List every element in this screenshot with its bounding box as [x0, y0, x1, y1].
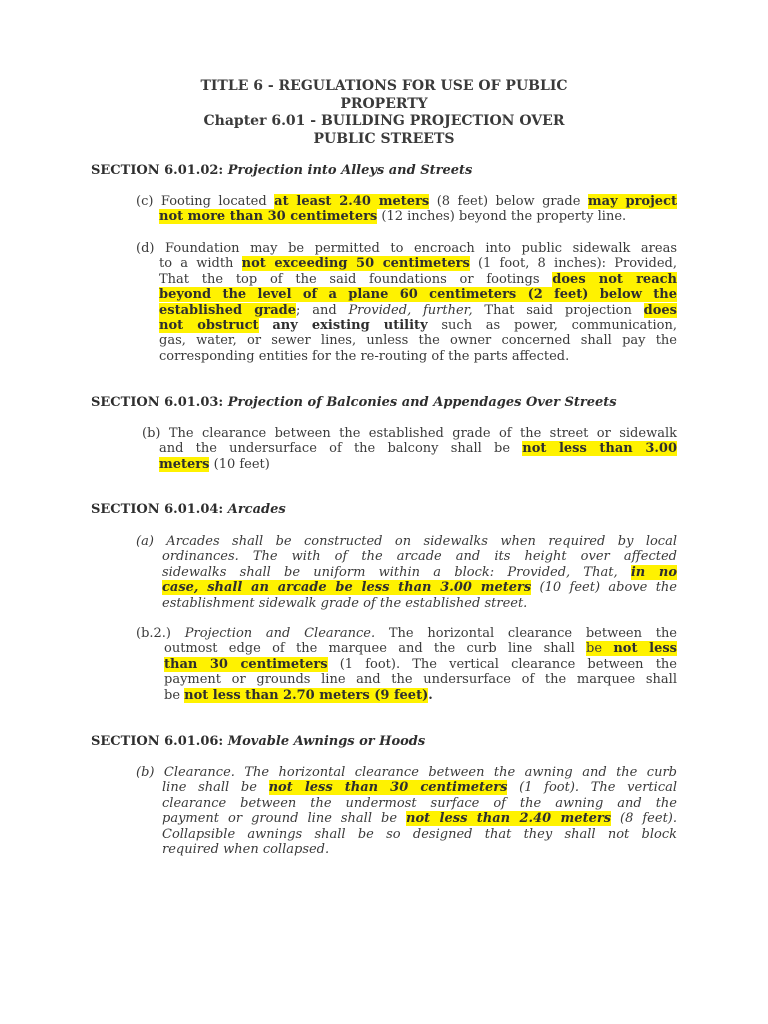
highlight: established grade: [159, 302, 297, 318]
highlight: meters: [159, 456, 210, 472]
highlight: not less than 2.70 meters (9 feet): [184, 687, 429, 703]
highlight: not obstruct: [159, 318, 259, 334]
paragraph-c: [136, 194, 677, 225]
text-line: be not less than 2.70 meters (9 feet).: [164, 687, 433, 703]
text-line: (a) Arcades shall be constructed on sidewalks when required by local: [136, 534, 677, 549]
section-heading-6-01-03: [91, 395, 617, 410]
text-line: required when collapsed.: [162, 842, 330, 858]
section-label: SECTION 6.01.02:: [91, 163, 224, 178]
title-line: PROPERTY: [340, 95, 428, 112]
text-line: That the top of the said foundations or footings does not reach: [159, 271, 677, 287]
section-heading-6-01-02: [91, 163, 472, 178]
paragraph-d: [136, 241, 677, 364]
text-line: not more than 30 centimeters (12 inches) beyond the property line.: [159, 209, 627, 225]
text-line: (d) Foundation may be permitted to encroach into public sidewalk areas: [136, 241, 677, 256]
chapter-line: Chapter 6.01 - BUILDING PROJECTION OVER: [203, 113, 565, 129]
text-line: corresponding entities for the re-routing of the parts affected.: [159, 348, 570, 364]
text-line: payment or ground line shall be not less than 2.40 meters (8 feet).: [162, 811, 677, 827]
section-heading-6-01-04: [91, 502, 286, 517]
chapter-line: PUBLIC STREETS: [313, 130, 455, 147]
paragraph-a-arcades: [136, 534, 677, 611]
section-label: SECTION 6.01.04:: [91, 502, 224, 517]
text-line: not obstruct any existing utility such as power, communication,: [159, 318, 677, 334]
text-line: payment or grounds line and the undersurface of the marquee shall: [164, 672, 677, 688]
text-line: ordinances. The with of the arcade and its height over affected: [162, 549, 677, 565]
highlight: does: [643, 302, 677, 318]
highlight: not less than 3.00: [522, 441, 678, 457]
section-title: Arcades: [227, 502, 286, 517]
highlight: not exceeding 50 centimeters: [241, 256, 470, 272]
title-line: TITLE 6 - REGULATIONS FOR USE OF PUBLIC: [200, 78, 568, 94]
highlight: not less than 2.40 meters: [406, 811, 612, 827]
text-line: than 30 centimeters (1 foot). The vertical clearance between the: [164, 656, 677, 672]
text-line: line shall be not less than 30 centimeters (1 foot). The vertical: [162, 780, 678, 796]
text-line: establishment sidewalk grade of the established street.: [162, 595, 528, 611]
text-line: (b) The clearance between the established grade of the street or sidewalk: [142, 426, 677, 441]
text-line: case, shall an arcade be less than 3.00 meters (10 feet) above the: [162, 580, 677, 596]
paragraph-b2-clearance: [136, 626, 677, 703]
text-line: Collapsible awnings shall be so designed that they shall not block: [162, 826, 677, 842]
text-line: to a width not exceeding 50 centimeters (1 foot, 8 inches): Provided,: [159, 256, 677, 272]
text-line: sidewalks shall be uniform within a block: Provided, That, in no: [162, 564, 677, 580]
section-title: Projection of Balconies and Appendages Over Streets: [227, 395, 617, 410]
highlight: beyond the level of a plane 60 centimeters (2 feet) below the: [159, 287, 677, 303]
text-line: established grade; and Provided, further, That said projection does: [159, 302, 677, 318]
section-label: SECTION 6.01.03:: [91, 395, 224, 410]
document-title: [0, 78, 768, 148]
highlight: than 30 centimeters: [164, 656, 328, 672]
highlight: not less: [613, 641, 677, 657]
text-line: gas, water, or sewer lines, unless the owner concerned shall pay the: [159, 333, 677, 349]
highlight: not less than 30 centimeters: [268, 780, 508, 796]
highlight: not more than 30 centimeters: [159, 209, 378, 225]
text-line: (b) Clearance. The horizontal clearance between the awning and the curb: [136, 765, 677, 780]
section-label: SECTION 6.01.06:: [91, 734, 224, 749]
text-line: (b.2.) Projection and Clearance. The horizontal clearance between the: [136, 626, 678, 641]
section-title: Projection into Alleys and Streets: [227, 163, 473, 178]
highlight: does not reach: [552, 271, 677, 287]
section-title: Movable Awnings or Hoods: [227, 734, 426, 749]
text-line: [159, 287, 677, 302]
text-line: meters (10 feet): [159, 456, 270, 472]
text-line: outmost edge of the marquee and the curb line shall be not less: [164, 641, 677, 657]
text-line: (c) Footing located at least 2.40 meters (8 feet) below grade may project: [136, 194, 677, 209]
highlight: case, shall an arcade be less than 3.00 meters: [162, 580, 532, 596]
paragraph-b-balconies: [142, 426, 677, 472]
highlight: at least 2.40 meters: [274, 194, 430, 209]
text-line: and the undersurface of the balcony shall be not less than 3.00: [159, 441, 678, 457]
highlight: in no: [630, 564, 677, 580]
paragraph-b-awnings: [136, 765, 677, 857]
highlight: may project: [587, 194, 677, 209]
text-line: clearance between the undermost surface of the awning and the: [162, 795, 677, 811]
section-heading-6-01-06: [91, 734, 425, 749]
